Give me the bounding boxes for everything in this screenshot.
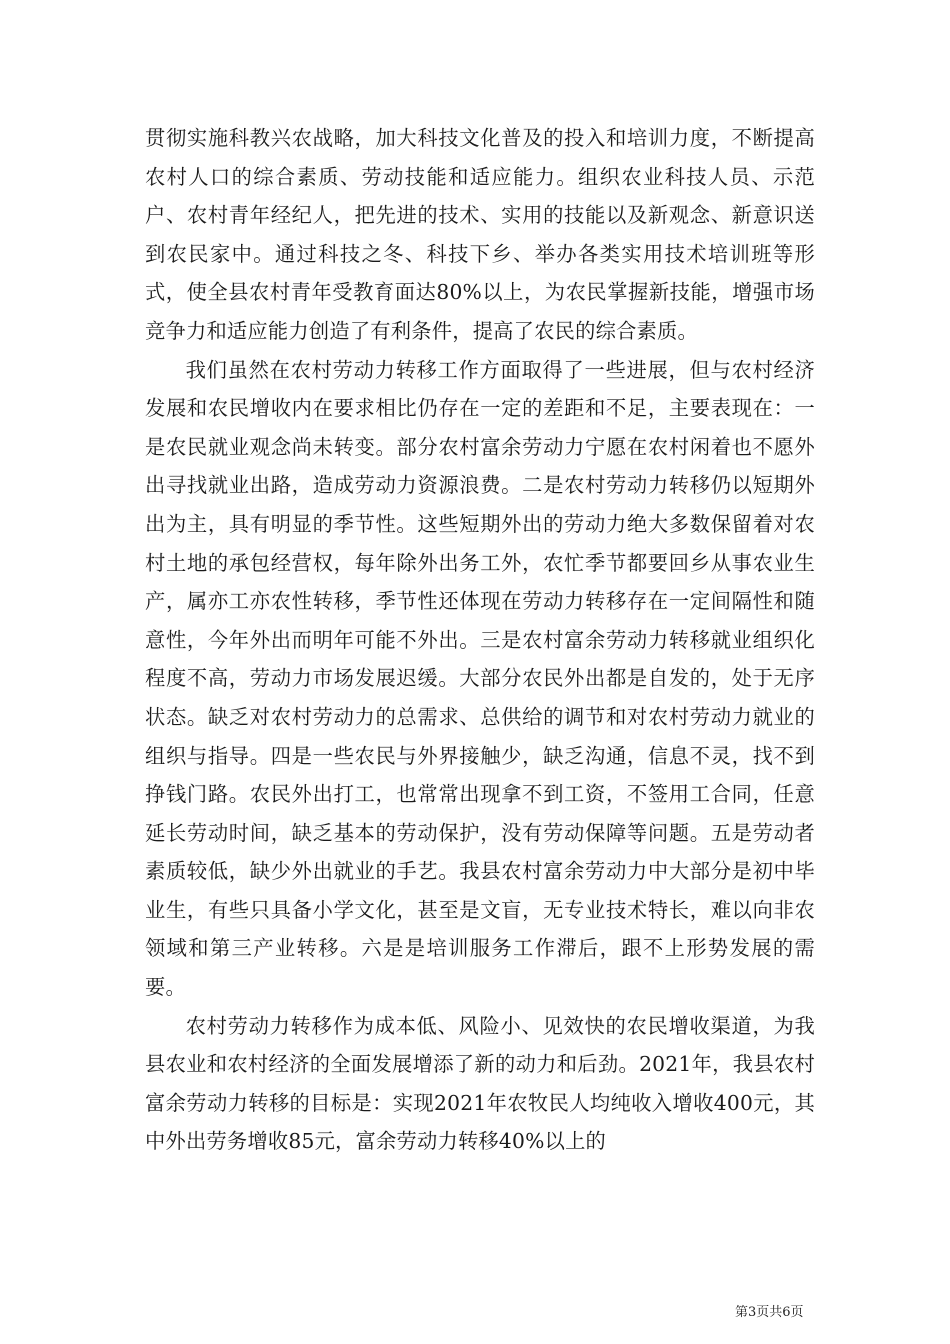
- page-number-footer: 第3页共6页: [735, 1305, 804, 1320]
- paragraph-2: 我们虽然在农村劳动力转移工作方面取得了一些进展，但与农村经济发展和农民增收内在要求相比仍存在一定的差距和不足，主要表现在：一是农民就业观念尚未转变。部分农村富余劳动力宁愿在农村闲着也不愿外出寻找就业出路，造成劳动力资源浪费。二是农村劳动力转移仍以短期外出为主，具有明显的季节性。这些短期外出的劳动力绝大多数保留着对农村土地的承包经营权，每年除外出务工外，农忙季节都要回乡从事农业生产，属亦工亦农性转移，季节性还体现在劳动力转移存在一定间隔性和随意性，今年外出而明年可能不外出。三是农村富余劳动力转移就业组织化程度不高，劳动力市场发展迟缓。大部分农民外出都是自发的，处于无序状态。缺乏对农村劳动力的总需求、总供给的调节和对农村劳动力就业的组织与指导。四是一些农民与外界接触少，缺乏沟通，信息不灵，找不到挣钱门路。农民外出打工，也常常出现拿不到工资，不签用工合同，任意延长劳动时间，缺乏基本的劳动保护，没有劳动保障等问题。五是劳动者素质较低，缺少外出就业的手艺。我县农村富余劳动力中大部分是初中毕业生，有些只具备小学文化，甚至是文盲，无专业技术特长，难以向非农领域和第三产业转移。六是是培训服务工作滞后，跟不上形势发展的需要。: [145, 357, 815, 1000]
- paragraph-3: 农村劳动力转移作为成本低、风险小、见效快的农民增收渠道，为我县农业和农村经济的全面发展增添了新的动力和后劲。2021年，我县农村富余劳动力转移的目标是：实现2021年农牧民人均纯收入增收400元，其中外出劳务增收85元，富余劳动力转移40%以上的: [145, 1013, 815, 1154]
- paragraph-1: 贯彻实施科教兴农战略，加大科技文化普及的投入和培训力度，不断提高农村人口的综合素质、劳动技能和适应能力。组织农业科技人员、示范户、农村青年经纪人，把先进的技术、实用的技能以及新观念、新意识送到农民家中。通过科技之冬、科技下乡、举办各类实用技术培训班等形式，使全县农村青年受教育面达80%以上，为农民掌握新技能，增强市场竞争力和适应能力创造了有利条件，提高了农民的综合素质。: [145, 126, 815, 343]
- body-text: [145, 119, 815, 1161]
